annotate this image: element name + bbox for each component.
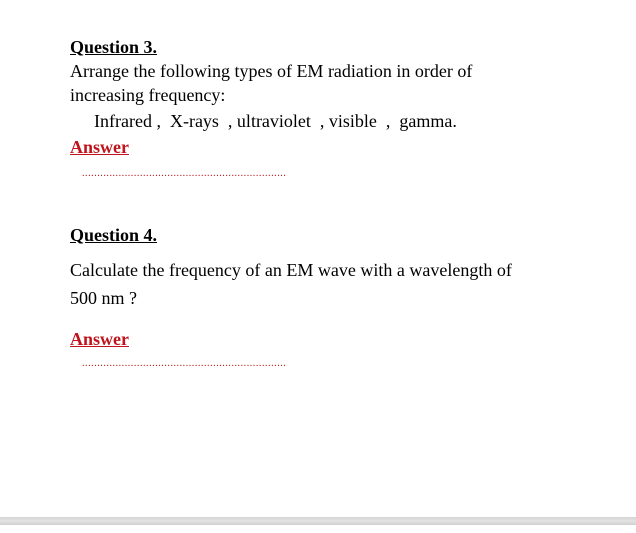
question-3-line-2: increasing frequency: xyxy=(70,85,226,105)
question-4-heading: Question 4. xyxy=(70,225,158,245)
question-4-line-1: Calculate the frequency of an EM wave with a wavelength of xyxy=(70,260,512,280)
question-3-answer-line: ................................................................... xyxy=(82,168,287,179)
question-4-line-2: 500 nm ? xyxy=(70,288,137,308)
page-break-divider xyxy=(0,517,636,525)
question-4-answer-label: Answer xyxy=(70,329,129,349)
question-3-line-1: Arrange the following types of EM radiation in order of xyxy=(70,61,473,81)
question-3-heading: Question 3. xyxy=(70,37,158,57)
question-3-radiation-list: Infrared , X-rays , ultraviolet , visible , gamma. xyxy=(94,111,457,131)
question-4-answer-line: ................................................................... xyxy=(82,358,287,369)
question-3-answer-label: Answer xyxy=(70,137,129,157)
